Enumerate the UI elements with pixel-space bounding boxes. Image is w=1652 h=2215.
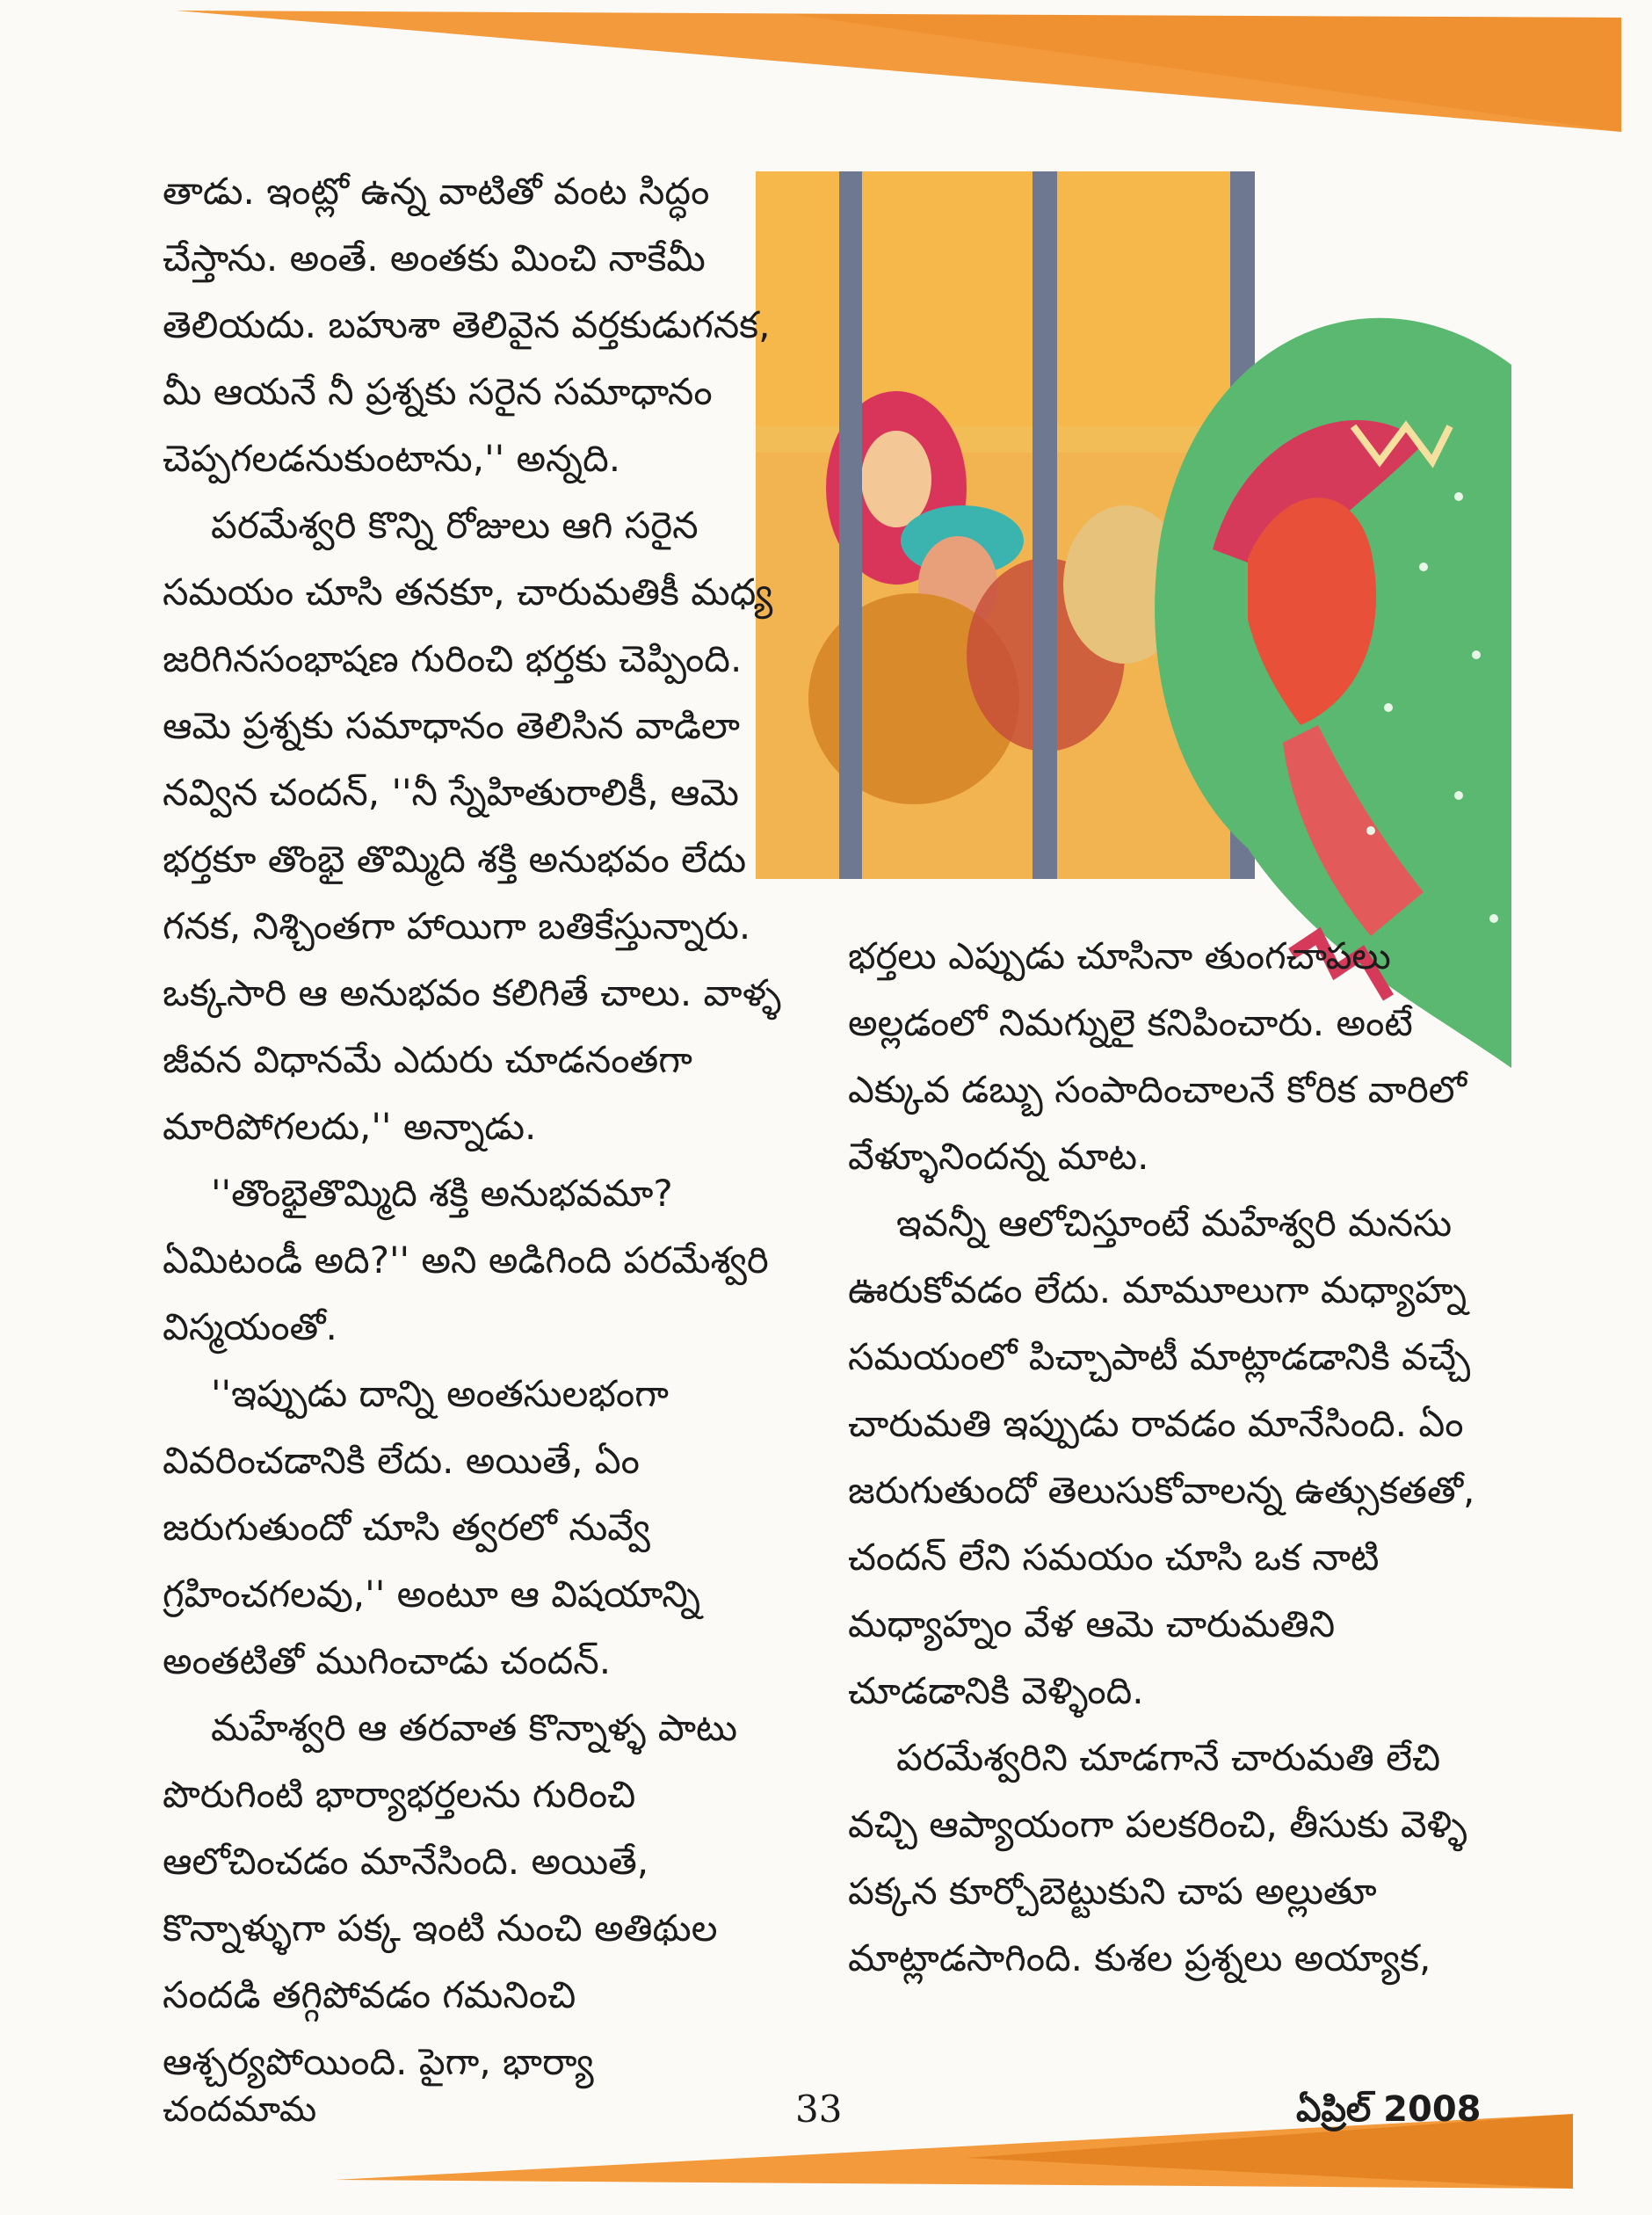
paragraph: తాడు. ఇంట్లో ఉన్న వాటితో వంట సిద్ధం చేస్తాను. అంతే. అంతకు మించి నాకేమీ తెలియదు. బహుశా తెలివైన వర్తకుడుగనక, మీ ఆయనే నీ ప్రశ్నకు సరైన సమాధానం చెప్పగలడనుకుంటాను,'' అన్నది. (163, 170, 771, 480)
paragraph: పరమేశ్వరి కొన్ని రోజులు ఆగి సరైన సమయం చూసి తనకూ, చారుమతికీ మధ్య జరిగినసంభాషణ గురించి భర్తకు చెప్పింది. ఆమె ప్రశ్నకు సమాధానం తెలిసిన వాడిలా నవ్విన చందన్, ''నీ స్నేహితురాలికీ, ఆమె భర్తకూ తొంభై తొమ్మిది శక్తి అనుభవం లేదు గనక, నిశ్చింతగా హాయిగా బతికేస్తున్నారు. ఒక్కసారి ఆ అనుభవం కలిగితే చాలు. వాళ్ళ జీవన విధానమే ఎదురు చూడనంతగా మారిపోగలదు,'' అన్నాడు. (163, 504, 782, 1148)
paragraph: భర్తలు ఎప్పుడు చూసినా తుంగచాపలు అల్లడంలో నిమగ్నులై కనిపించారు. అంటే ఎక్కువ డబ్బు సంపాదించాలనే కోరిక వారిలో వేళ్ళూనిందన్న మాట. (848, 934, 1467, 1178)
left-text-column (163, 158, 804, 2095)
right-text-column (848, 923, 1498, 1992)
top-orange-band (0, 0, 1652, 149)
page-number: 33 (795, 2088, 843, 2131)
paragraph: ''తొంభైతొమ్మిది శక్తి అనుభవమా? ఏమిటండీ అది?'' అని అడిగింది పరమేశ్వరి విస్మయంతో. (163, 1172, 769, 1348)
magazine-name: చందమామ (163, 2089, 317, 2130)
paragraph: మహేశ్వరి ఆ తరవాత కొన్నాళ్ళ పాటు పొరుగింటి భార్యాభర్తలను గురించి ఆలోచించడం మానేసింది. అయితే, కొన్నాళ్ళుగా పక్క ఇంటి నుంచి అతిథుల సందడి తగ్గిపోవడం గమనించి ఆశ్చర్యపోయింది. పైగా, భార్యా (163, 1706, 737, 2083)
issue-date: ఏప్రిల్ 2008 (1296, 2089, 1482, 2130)
paragraph: ఇవన్నీ ఆలోచిస్తూంటే మహేశ్వరి మనసు ఊరుకోవడం లేదు. మామూలుగా మధ్యాహ్న సమయంలో పిచ్చాపాటీ మాట్లాడడానికి వచ్చే చారుమతి ఇప్పుడు రావడం మానేసింది. ఏం జరుగుతుందో తెలుసుకోవాలన్న ఉత్సుకతతో, చందన్ లేని సమయం చూసి ఒక నాటి మధ్యాహ్నం వేళ ఆమె చారుమతిని చూడడానికి వెళ్ళింది. (848, 1202, 1475, 1712)
paragraph: పరమేశ్వరిని చూడగానే చారుమతి లేచి వచ్చి ఆప్యాయంగా పలకరించి, తీసుకు వెళ్ళి పక్కన కూర్చోబెట్టుకుని చాప అల్లుతూ మాట్లాడసాగింది. కుశల ప్రశ్నలు అయ్యాక, (848, 1736, 1467, 1979)
paragraph: ''ఇప్పుడు దాన్ని అంతసులభంగా వివరించడానికి లేదు. అయితే, ఏం జరుగుతుందో చూసి త్వరలో నువ్వే గ్రహించగలవు,'' అంటూ ఆ విషయాన్ని అంతటితో ముగించాడు చందన్. (163, 1372, 700, 1682)
